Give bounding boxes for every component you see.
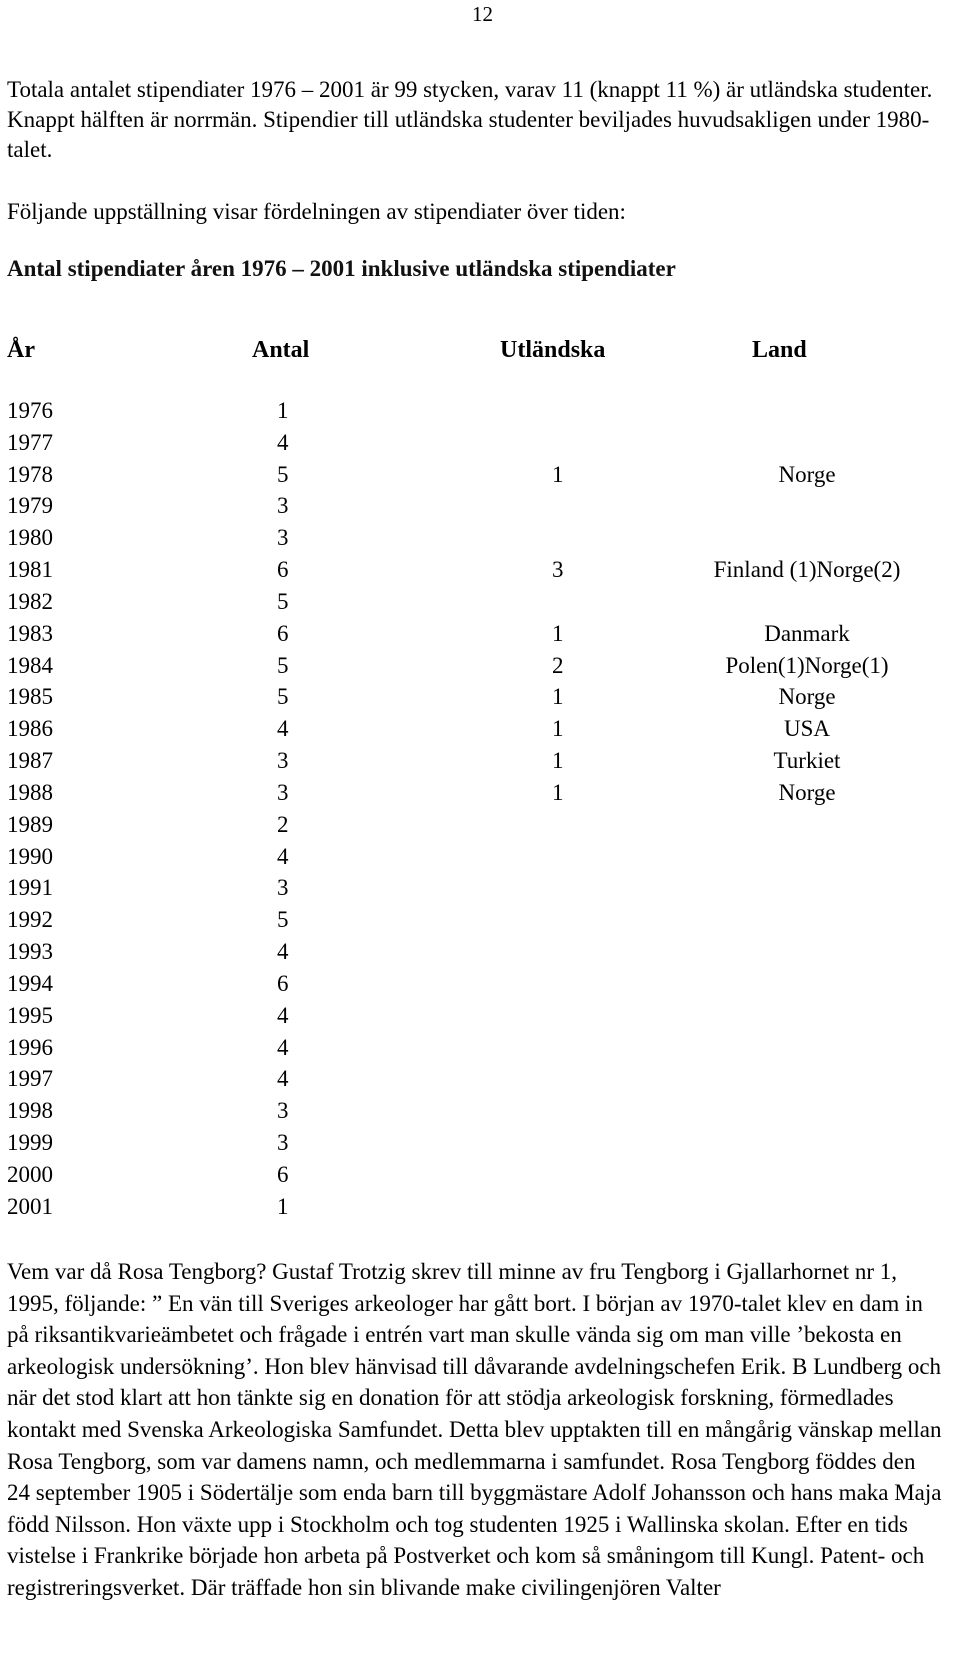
- cell-year: 1991: [7, 875, 53, 901]
- cell-count: 3: [277, 779, 289, 805]
- cell-count: 5: [277, 461, 289, 487]
- cell-year: 1984: [7, 652, 53, 678]
- table-row: [7, 554, 907, 586]
- table-row: [7, 586, 907, 618]
- cell-year: 1992: [7, 907, 53, 933]
- table-row: [7, 681, 907, 713]
- cell-count: 6: [277, 620, 289, 646]
- cell-foreign: 1: [552, 461, 564, 487]
- cell-year: 1986: [7, 716, 53, 742]
- cell-count: 4: [277, 429, 289, 455]
- table-row: [7, 1159, 907, 1191]
- cell-count: 3: [277, 1130, 289, 1156]
- table-caption: Antal stipendiater åren 1976 – 2001 inklusive utländska stipendiater: [7, 256, 676, 281]
- table-row: [7, 809, 907, 841]
- header-country: Land: [752, 337, 807, 363]
- cell-year: 1983: [7, 620, 53, 646]
- cell-foreign: 1: [552, 620, 564, 646]
- cell-count: 6: [277, 970, 289, 996]
- table-row: [7, 395, 907, 427]
- table-row: [7, 936, 907, 968]
- cell-count: 4: [277, 843, 289, 869]
- cell-count: 6: [277, 1161, 289, 1187]
- table-row: [7, 490, 907, 522]
- cell-year: 1979: [7, 493, 53, 519]
- cell-count: 3: [277, 875, 289, 901]
- cell-country: Danmark: [764, 620, 850, 646]
- cell-year: 1985: [7, 684, 53, 710]
- cell-year: 1996: [7, 1034, 53, 1060]
- stipend-table: [7, 395, 907, 1223]
- cell-year: 2000: [7, 1161, 53, 1187]
- cell-year: 2001: [7, 1193, 53, 1219]
- cell-foreign: 1: [552, 748, 564, 774]
- table-row: [7, 904, 907, 936]
- cell-country: Turkiet: [773, 748, 841, 774]
- header-count: Antal: [252, 337, 310, 363]
- cell-count: 3: [277, 493, 289, 519]
- cell-year: 1998: [7, 1098, 53, 1124]
- intro-paragraph: Totala antalet stipendiater 1976 – 2001 är 99 stycken, varav 11 (knappt 11 %) är utländska studenter. Knappt hälften är norrmän. Stipendier till utländska studenter beviljades huvudsakligen under 1980-talet.: [7, 77, 933, 162]
- cell-year: 1977: [7, 429, 53, 455]
- table-row: [7, 841, 907, 873]
- cell-count: 6: [277, 557, 289, 583]
- table-row: [7, 777, 907, 809]
- table-row: [7, 968, 907, 1000]
- table-row: [7, 872, 907, 904]
- cell-year: 1980: [7, 525, 53, 551]
- cell-country: Norge: [778, 684, 836, 710]
- body-paragraph: Vem var då Rosa Tengborg? Gustaf Trotzig skrev till minne av fru Tengborg i Gjallarhornet nr 1, 1995, följande: ” En vän till Sveriges arkeologer har gått bort. I början av 1970-talet klev en dam in på riksantikvarieämbetet och frågade i entrén vart man skulle vända sig om man ville ’bekosta en arkeologisk undersökning’. Hon blev hänvisad till dåvarande avdelningschefen Erik. B Lundberg och när det stod klart att hon tänkte sig en donation för att stödja arkeologisk forskning, förmedlades kontakt med Svenska Arkeologiska Samfundet. Detta blev upptakten till en mångårig vänskap mellan Rosa Tengborg, som var damens namn, och medlemmarna i samfundet. Rosa Tengborg föddes den 24 september 1905 i Södertälje som enda barn till byggmästare Adolf Johansson och hans maka Maja född Nilsson. Hon växte upp i Stockholm och tog studenten 1925 i Wallinska skolan. Efter en tids vistelse i Frankrike började hon arbeta på Postverket och kom så småningom till Kungl. Patent- och registreringsverket. Där träffade hon sin blivande make civilingenjören Valter: [7, 1259, 942, 1600]
- cell-count: 4: [277, 939, 289, 965]
- cell-country: Norge: [778, 779, 836, 805]
- page-number: 12: [472, 2, 493, 26]
- table-row: [7, 522, 907, 554]
- cell-country: Norge: [778, 461, 836, 487]
- cell-count: 5: [277, 907, 289, 933]
- cell-count: 5: [277, 652, 289, 678]
- cell-count: 3: [277, 1098, 289, 1124]
- cell-count: 5: [277, 684, 289, 710]
- table-row: [7, 1095, 907, 1127]
- cell-count: 5: [277, 588, 289, 614]
- cell-count: 3: [277, 525, 289, 551]
- table-row: [7, 1032, 907, 1064]
- cell-year: 1976: [7, 398, 53, 423]
- cell-year: 1988: [7, 779, 53, 805]
- table-row: [7, 650, 907, 682]
- table-row: [7, 618, 907, 650]
- cell-year: 1999: [7, 1130, 53, 1156]
- cell-count: 2: [277, 811, 289, 837]
- cell-year: 1995: [7, 1002, 53, 1028]
- cell-year: 1981: [7, 557, 53, 583]
- table-row: [7, 427, 907, 459]
- cell-foreign: 2: [552, 652, 564, 678]
- header-foreign: Utländska: [500, 337, 606, 363]
- cell-year: 1997: [7, 1066, 53, 1092]
- cell-country: USA: [783, 716, 830, 742]
- cell-foreign: 1: [552, 684, 564, 710]
- cell-year: 1994: [7, 970, 53, 996]
- cell-year: 1987: [7, 748, 53, 774]
- table-row: [7, 1127, 907, 1159]
- cell-foreign: 1: [552, 779, 564, 805]
- cell-foreign: 1: [552, 716, 564, 742]
- lead-paragraph: Följande uppställning visar fördelningen av stipendiater över tiden:: [7, 199, 626, 224]
- cell-year: 1993: [7, 939, 53, 965]
- table-row: [7, 459, 907, 491]
- cell-year: 1989: [7, 811, 53, 837]
- header-year: År: [7, 337, 35, 363]
- cell-foreign: 3: [552, 557, 564, 583]
- cell-count: 4: [277, 1002, 289, 1028]
- cell-count: 4: [277, 1034, 289, 1060]
- table-row: [7, 1063, 907, 1095]
- cell-year: 1978: [7, 461, 53, 487]
- cell-year: 1990: [7, 843, 53, 869]
- cell-year: 1982: [7, 588, 53, 614]
- cell-count: 1: [277, 398, 289, 423]
- table-row: [7, 1191, 907, 1223]
- cell-count: 4: [277, 716, 289, 742]
- cell-count: 4: [277, 1066, 289, 1092]
- cell-country: Polen(1)Norge(1): [725, 652, 889, 678]
- table-row: [7, 745, 907, 777]
- table-row: [7, 1000, 907, 1032]
- cell-count: 1: [277, 1193, 289, 1219]
- cell-count: 3: [277, 748, 289, 774]
- cell-country: Finland (1)Norge(2): [713, 557, 901, 583]
- table-row: [7, 713, 907, 745]
